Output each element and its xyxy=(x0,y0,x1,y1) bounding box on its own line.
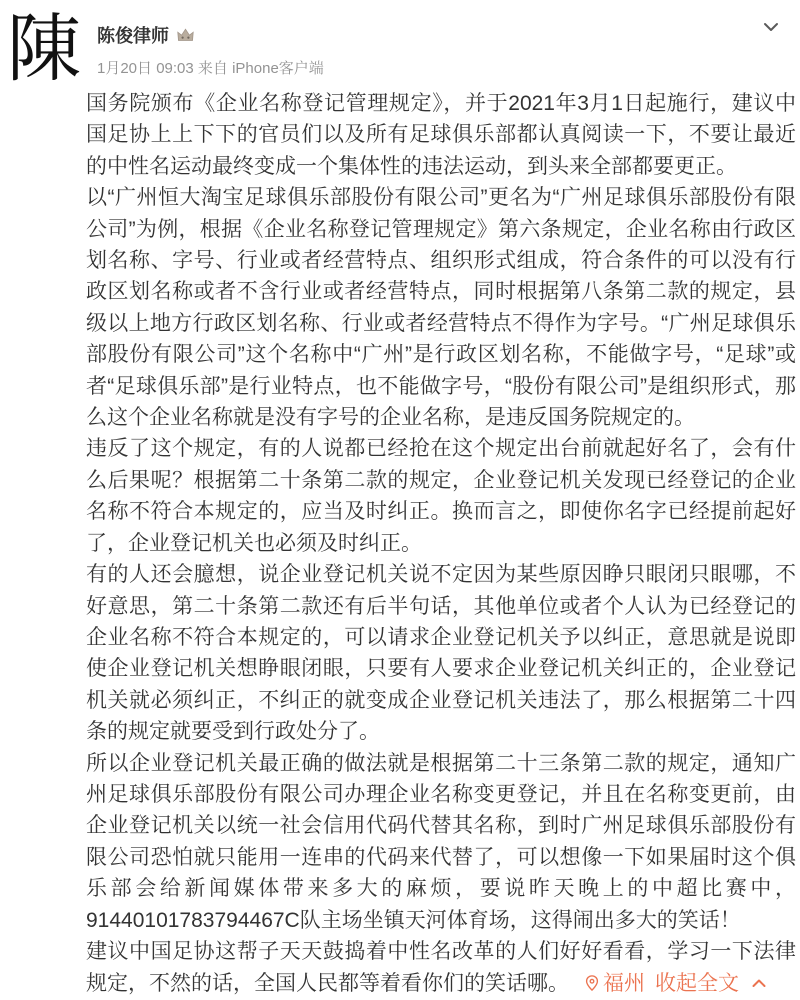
post-text xyxy=(86,88,796,1000)
paragraph: 违反了这个规定，有的人说都已经抢在这个规定出台前就起好名了，会有什么后果呢？根据第二十条第二款的规定，企业登记机关发现已经登记的企业名称不符合本规定的，应当及时纠正。换而言之，即使你名字已经提前起好了，企业登记机关也必须及时纠正。 xyxy=(86,437,796,555)
timestamp: 1月20日 09:03 xyxy=(97,60,194,77)
location-pin-icon xyxy=(583,970,601,1000)
paragraph-text: 建议中国足协这帮子天天鼓捣着中性名改革的人们好好看看，学习一下法律规定，不然的话，全国人民都等着看你们的笑话哪。 xyxy=(86,939,796,996)
chevron-up-icon xyxy=(751,967,767,998)
collapse-label: 收起全文 xyxy=(655,972,739,996)
chevron-down-icon[interactable] xyxy=(760,16,782,38)
paragraph: 以“广州恒大淘宝足球俱乐部股份有限公司”更名为“广州足球俱乐部股份有限公司”为例，根据《企业名称登记管理规定》第六条规定，企业名称由行政区划名称、字号、行业或者经营特点、组织形式组成，符合条件的可以没有行政区划名称或者不含行业或者经营特点，同时根据第八条第二款的规定，县级以上地方行政区划名称、行业或者经营特点不得作为字号。“广州足球俱乐部股份有限公司”这个名称中“广州”是行政区划名称，不能做字号，“足球”或者“足球俱乐部”是行业特点，也不能做字号，“股份有限公司”是组织形式，那么这个企业名称就是没有字号的企业名称，是违反国务院规定的。 xyxy=(86,186,796,430)
post-header xyxy=(97,22,324,78)
avatar[interactable]: 陳 xyxy=(7,6,81,92)
crown-icon[interactable] xyxy=(177,28,194,43)
post-meta xyxy=(97,57,324,78)
paragraph: 所以企业登记机关最正确的做法就是根据第二十三条第二款的规定，通知广州足球俱乐部股份有限公司办理企业名称变更登记，并且在名称变更前，由企业登记机关以统一社会信用代码代替其名称，到时广州足球俱乐部股份有限公司恐怕就只能用一连串的代码来代替了，可以想像一下如果届时这个俱乐部会给新闻媒体带来多大的麻烦，要说昨天晚上的中超比赛中，91440101783794467C队主场坐镇天河体育场，这得闹出多大的笑话！ xyxy=(86,751,796,932)
location-link[interactable] xyxy=(569,972,645,995)
username[interactable]: 陈俊律师 xyxy=(97,26,169,46)
paragraph xyxy=(86,936,796,1000)
source-app: 来自 iPhone客户端 xyxy=(197,60,324,77)
location-label: 福州 xyxy=(603,972,645,996)
collapse-full-text-link[interactable] xyxy=(655,972,767,995)
paragraph: 有的人还会臆想，说企业登记机关说不定因为某些原因睁只眼闭只眼哪，不好意思，第二十条第二款还有后半句话，其他单位或者个人认为已经登记的企业名称不符合本规定的，可以请求企业登记机关予以纠正，意思就是说即使企业登记机关想睁眼闭眼，只要有人要求企业登记机关纠正的，企业登记机关就必须纠正，不纠正的就变成企业登记机关违法了，那么根据第二十四条的规定就要受到行政处分了。 xyxy=(86,563,796,744)
paragraph: 国务院颁布《企业名称登记管理规定》，并于2021年3月1日起施行，建议中国足协上上下下的官员们以及所有足球俱乐部都认真阅读一下，不要让最近的中性名运动最终变成一个集体性的违法运动，到头来全部都要更正。 xyxy=(86,92,796,178)
